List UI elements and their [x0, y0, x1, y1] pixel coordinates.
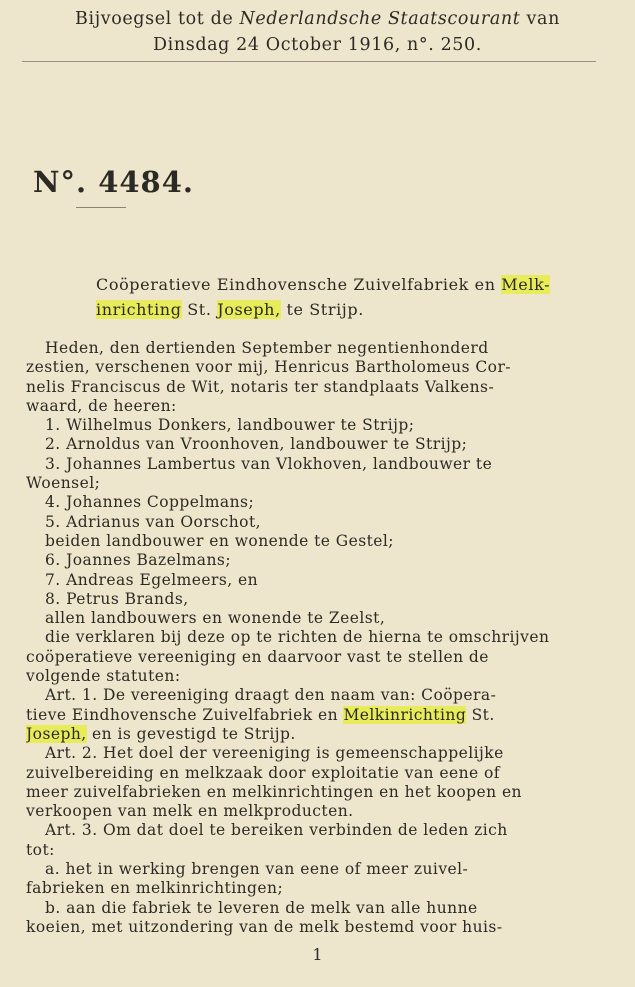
text-line: waard, de heeren:	[26, 396, 177, 415]
header-line-1: Bijvoegsel tot de Nederlandsche Staatscourant van	[75, 9, 560, 29]
list-item: 2. Arnoldus van Vroonhoven, landbouwer te Strijp;	[45, 435, 468, 454]
search-highlight: Melkinrichting	[343, 705, 467, 724]
search-highlight: Joseph,	[217, 300, 281, 319]
document-body	[26, 339, 599, 937]
text-line: beiden landbouwer en wonende te Gestel;	[45, 531, 394, 550]
text-line: verkoopen van melk en melkproducten.	[26, 802, 354, 821]
announcement-title: Coöperatieve Eindhovensche Zuivelfabriek en Melk- inrichting St. Joseph, te Strijp.	[96, 275, 551, 319]
list-item: 4. Johannes Coppelmans;	[45, 493, 255, 512]
text-line: Heden, den dertienden September negentienhonderd	[45, 339, 489, 357]
list-item: 6. Joannes Bazelmans;	[45, 551, 231, 570]
article-2: Art. 2. Het doel der vereeniging is gemeenschappelijke	[45, 744, 504, 763]
article-1: Art. 1. De vereeniging draagt den naam van: Coöpera-	[45, 686, 497, 705]
article-3: Art. 3. Om dat doel te bereiken verbinden de leden zich	[45, 821, 508, 840]
text-line: zestien, verschenen voor mij, Henricus Bartholomeus Cor-	[26, 358, 511, 377]
number-divider	[76, 207, 126, 208]
page-header	[0, 6, 635, 58]
text-line: die verklaren bij deze op te richten de hierna te omschrijven	[45, 628, 550, 647]
newspaper-name: Nederlandsche Staatscourant	[239, 9, 521, 29]
list-item: a. het in werking brengen van eene of meer zuivel-	[45, 860, 469, 879]
search-highlight: inrichting	[96, 300, 182, 319]
list-item: 5. Adrianus van Oorschot,	[45, 512, 261, 531]
text-line: tieve Eindhovensche Zuivelfabriek en Melkinrichting St.	[26, 705, 495, 724]
text-line: allen landbouwers en wonende te Zeelst,	[45, 609, 386, 628]
list-item: 1. Wilhelmus Donkers, landbouwer te Strijp;	[45, 416, 415, 435]
search-highlight: Melk-	[501, 275, 551, 294]
header-divider	[22, 61, 596, 62]
announcement-number: N°. 4484.	[33, 165, 195, 199]
text-line: nelis Franciscus de Wit, notaris ter standplaats Valkens-	[26, 377, 495, 396]
text-line: meer zuivelfabrieken en melkinrichtingen en het koopen en	[26, 782, 522, 801]
list-item: 7. Andreas Egelmeers, en	[45, 570, 259, 589]
text-line: zuivelbereiding en melkzaak door exploitatie van eene of	[26, 763, 500, 782]
text-line: tot:	[26, 840, 55, 859]
text-line: Woensel;	[26, 474, 101, 493]
page-number: 1	[312, 945, 323, 964]
search-highlight: Joseph,	[26, 724, 87, 743]
text-line: Joseph, en is gevestigd te Strijp.	[26, 724, 296, 743]
text-line: koeien, met uitzondering van de melk bestemd voor huis-	[26, 917, 503, 936]
list-item: b. aan die fabriek te leveren de melk van alle hunne	[45, 898, 478, 917]
header-line-2: Dinsdag 24 October 1916, n°. 250.	[153, 35, 482, 55]
text-line: volgende statuten:	[26, 667, 181, 686]
list-item: 8. Petrus Brands,	[45, 589, 189, 608]
list-item: 3. Johannes Lambertus van Vlokhoven, landbouwer te	[45, 454, 493, 473]
text-line: coöperatieve vereeniging en daarvoor vast te stellen de	[26, 647, 489, 666]
text-line: fabrieken en melkinrichtingen;	[26, 879, 284, 898]
